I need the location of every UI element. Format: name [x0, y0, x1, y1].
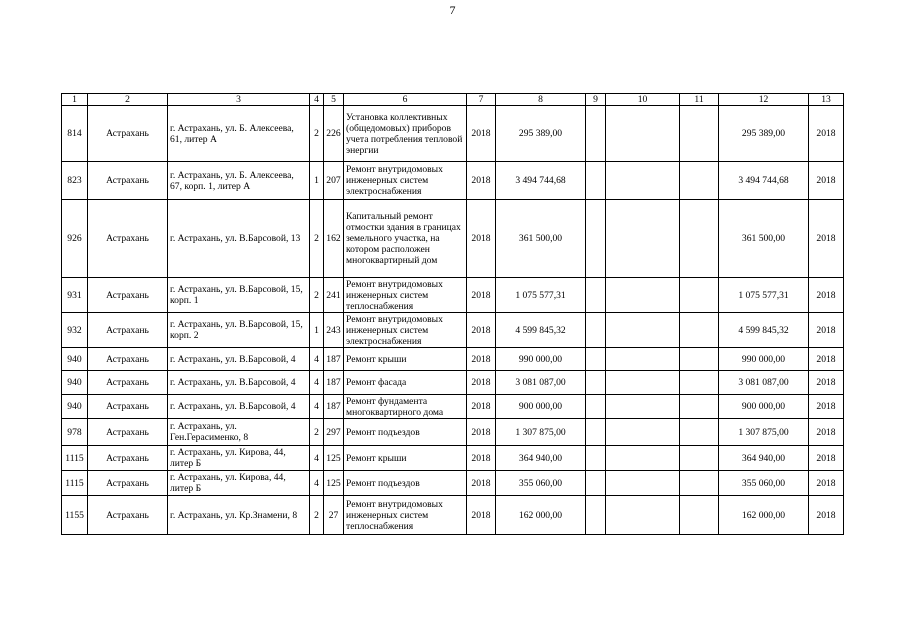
cell-work-type: Ремонт подъездов [344, 419, 467, 446]
cell-col-5: 125 [324, 471, 344, 496]
column-header: 13 [809, 94, 844, 106]
cell-object-number: 823 [62, 162, 88, 200]
cell-cost: 900 000,00 [496, 395, 586, 419]
cell-city: Астрахань [88, 419, 168, 446]
table-row [62, 278, 844, 313]
cell-col-4: 2 [310, 419, 324, 446]
cell-city: Астрахань [88, 106, 168, 162]
cell-address: г. Астрахань, ул. В.Барсовой, 4 [168, 395, 310, 419]
cell-col-5: 243 [324, 313, 344, 348]
cell-col-11 [680, 471, 719, 496]
cell-total-cost: 295 389,00 [719, 106, 809, 162]
cell-cost: 364 940,00 [496, 446, 586, 471]
cell-total-cost: 3 081 087,00 [719, 371, 809, 395]
cell-year-end: 2018 [809, 446, 844, 471]
cell-col-9 [586, 278, 606, 313]
cell-year-end: 2018 [809, 106, 844, 162]
cell-col-9 [586, 162, 606, 200]
cell-address: г. Астрахань, ул. Кирова, 44, литер Б [168, 446, 310, 471]
cell-col-9 [586, 419, 606, 446]
cell-cost: 355 060,00 [496, 471, 586, 496]
cell-work-type: Ремонт внутридомовых инженерных систем теплоснабжения [344, 496, 467, 535]
cell-year: 2018 [467, 106, 496, 162]
cell-year-end: 2018 [809, 162, 844, 200]
cell-col-9 [586, 371, 606, 395]
cell-object-number: 926 [62, 200, 88, 278]
cell-year: 2018 [467, 419, 496, 446]
cell-cost: 3 494 744,68 [496, 162, 586, 200]
cell-work-type: Ремонт крыши [344, 348, 467, 371]
cell-col-11 [680, 371, 719, 395]
table-row [62, 371, 844, 395]
cell-col-10 [606, 496, 680, 535]
cell-col-4: 2 [310, 106, 324, 162]
cell-cost: 990 000,00 [496, 348, 586, 371]
cell-total-cost: 162 000,00 [719, 496, 809, 535]
cell-col-4: 1 [310, 313, 324, 348]
table-row [62, 162, 844, 200]
cell-col-9 [586, 471, 606, 496]
cell-col-11 [680, 200, 719, 278]
cell-year: 2018 [467, 162, 496, 200]
cell-object-number: 940 [62, 371, 88, 395]
cell-object-number: 931 [62, 278, 88, 313]
cell-col-11 [680, 106, 719, 162]
cell-year-end: 2018 [809, 278, 844, 313]
column-header: 8 [496, 94, 586, 106]
cell-col-10 [606, 162, 680, 200]
cell-city: Астрахань [88, 395, 168, 419]
column-header: 11 [680, 94, 719, 106]
cell-city: Астрахань [88, 446, 168, 471]
cell-year-end: 2018 [809, 348, 844, 371]
cell-year: 2018 [467, 471, 496, 496]
cell-col-9 [586, 395, 606, 419]
cell-col-10 [606, 278, 680, 313]
cell-col-11 [680, 162, 719, 200]
cell-cost: 295 389,00 [496, 106, 586, 162]
cell-work-type: Ремонт внутридомовых инженерных систем электроснабжения [344, 313, 467, 348]
cell-year-end: 2018 [809, 471, 844, 496]
cell-city: Астрахань [88, 200, 168, 278]
cell-col-11 [680, 278, 719, 313]
cell-col-5: 162 [324, 200, 344, 278]
table-row [62, 496, 844, 535]
cell-object-number: 940 [62, 348, 88, 371]
cell-work-type: Ремонт крыши [344, 446, 467, 471]
column-header: 2 [88, 94, 168, 106]
cell-year: 2018 [467, 348, 496, 371]
cell-address: г. Астрахань, ул. В.Барсовой, 15, корп. 1 [168, 278, 310, 313]
column-header: 6 [344, 94, 467, 106]
cell-work-type: Ремонт внутридомовых инженерных систем электроснабжения [344, 162, 467, 200]
cell-total-cost: 364 940,00 [719, 446, 809, 471]
cell-col-11 [680, 419, 719, 446]
cell-year: 2018 [467, 496, 496, 535]
cell-work-type: Капитальный ремонт отмостки здания в границах земельного участка, на котором расположен многоквартирный дом [344, 200, 467, 278]
cell-object-number: 1115 [62, 471, 88, 496]
cell-city: Астрахань [88, 278, 168, 313]
column-header: 5 [324, 94, 344, 106]
table-row [62, 313, 844, 348]
cell-col-9 [586, 348, 606, 371]
table-body [62, 94, 844, 535]
cell-total-cost: 3 494 744,68 [719, 162, 809, 200]
cell-total-cost: 361 500,00 [719, 200, 809, 278]
cell-total-cost: 4 599 845,32 [719, 313, 809, 348]
cell-work-type: Ремонт внутридомовых инженерных систем теплоснабжения [344, 278, 467, 313]
cell-city: Астрахань [88, 471, 168, 496]
column-header: 9 [586, 94, 606, 106]
cell-col-4: 4 [310, 446, 324, 471]
cell-object-number: 1155 [62, 496, 88, 535]
column-header: 7 [467, 94, 496, 106]
cell-cost: 162 000,00 [496, 496, 586, 535]
cell-work-type: Ремонт подъездов [344, 471, 467, 496]
cell-object-number: 932 [62, 313, 88, 348]
cell-city: Астрахань [88, 371, 168, 395]
cell-col-9 [586, 106, 606, 162]
cell-year: 2018 [467, 395, 496, 419]
cell-total-cost: 1 307 875,00 [719, 419, 809, 446]
cell-address: г. Астрахань, ул. Б. Алексеева, 67, корп. 1, литер А [168, 162, 310, 200]
table-row [62, 446, 844, 471]
cell-col-9 [586, 446, 606, 471]
column-header: 3 [168, 94, 310, 106]
cell-address: г. Астрахань, ул. В.Барсовой, 4 [168, 348, 310, 371]
cell-col-4: 2 [310, 496, 324, 535]
cell-address: г. Астрахань, ул. В.Барсовой, 13 [168, 200, 310, 278]
cell-col-10 [606, 313, 680, 348]
cell-address: г. Астрахань, ул. В.Барсовой, 15, корп. 2 [168, 313, 310, 348]
cell-year: 2018 [467, 200, 496, 278]
cell-col-10 [606, 419, 680, 446]
cell-col-4: 4 [310, 348, 324, 371]
cell-col-10 [606, 471, 680, 496]
table-row [62, 471, 844, 496]
cell-address: г. Астрахань, ул. Ген.Герасименко, 8 [168, 419, 310, 446]
cell-col-11 [680, 446, 719, 471]
cell-city: Астрахань [88, 348, 168, 371]
cell-year: 2018 [467, 371, 496, 395]
cell-col-5: 27 [324, 496, 344, 535]
cell-cost: 361 500,00 [496, 200, 586, 278]
cell-col-10 [606, 348, 680, 371]
cell-object-number: 814 [62, 106, 88, 162]
cell-col-5: 207 [324, 162, 344, 200]
column-header: 4 [310, 94, 324, 106]
table-row [62, 348, 844, 371]
cell-work-type: Ремонт фасада [344, 371, 467, 395]
cell-col-5: 226 [324, 106, 344, 162]
cell-col-11 [680, 496, 719, 535]
cell-year-end: 2018 [809, 200, 844, 278]
column-header: 12 [719, 94, 809, 106]
cell-col-10 [606, 395, 680, 419]
cell-col-10 [606, 106, 680, 162]
cell-year-end: 2018 [809, 496, 844, 535]
cell-col-4: 4 [310, 471, 324, 496]
cell-object-number: 1115 [62, 446, 88, 471]
cell-col-9 [586, 496, 606, 535]
column-header: 10 [606, 94, 680, 106]
column-header: 1 [62, 94, 88, 106]
cell-col-5: 187 [324, 348, 344, 371]
cell-col-4: 1 [310, 162, 324, 200]
cell-address: г. Астрахань, ул. Б. Алексеева, 61, литер А [168, 106, 310, 162]
cell-col-9 [586, 313, 606, 348]
cell-col-5: 297 [324, 419, 344, 446]
repair-register-table [61, 93, 844, 535]
cell-cost: 1 307 875,00 [496, 419, 586, 446]
cell-year: 2018 [467, 313, 496, 348]
cell-city: Астрахань [88, 313, 168, 348]
cell-address: г. Астрахань, ул. В.Барсовой, 4 [168, 371, 310, 395]
page-number: 7 [449, 3, 456, 17]
cell-city: Астрахань [88, 496, 168, 535]
cell-col-10 [606, 446, 680, 471]
cell-col-11 [680, 348, 719, 371]
cell-total-cost: 1 075 577,31 [719, 278, 809, 313]
table-row [62, 200, 844, 278]
cell-object-number: 978 [62, 419, 88, 446]
table-row [62, 419, 844, 446]
cell-total-cost: 900 000,00 [719, 395, 809, 419]
cell-col-5: 187 [324, 371, 344, 395]
cell-col-5: 241 [324, 278, 344, 313]
column-number-row [62, 94, 844, 106]
cell-city: Астрахань [88, 162, 168, 200]
cell-work-type: Установка коллективных (общедомовых) приборов учета потребления тепловой энергии [344, 106, 467, 162]
table-row [62, 106, 844, 162]
cell-col-4: 2 [310, 278, 324, 313]
cell-work-type: Ремонт фундамента многоквартирного дома [344, 395, 467, 419]
cell-col-4: 4 [310, 395, 324, 419]
cell-object-number: 940 [62, 395, 88, 419]
cell-address: г. Астрахань, ул. Кирова, 44, литер Б [168, 471, 310, 496]
cell-total-cost: 355 060,00 [719, 471, 809, 496]
cell-year-end: 2018 [809, 371, 844, 395]
cell-cost: 4 599 845,32 [496, 313, 586, 348]
cell-cost: 1 075 577,31 [496, 278, 586, 313]
cell-col-4: 4 [310, 371, 324, 395]
cell-col-11 [680, 395, 719, 419]
cell-year: 2018 [467, 278, 496, 313]
cell-cost: 3 081 087,00 [496, 371, 586, 395]
cell-col-5: 187 [324, 395, 344, 419]
cell-year-end: 2018 [809, 419, 844, 446]
cell-col-10 [606, 371, 680, 395]
cell-col-11 [680, 313, 719, 348]
cell-address: г. Астрахань, ул. Кр.Знамени, 8 [168, 496, 310, 535]
cell-year: 2018 [467, 446, 496, 471]
cell-col-9 [586, 200, 606, 278]
table-row [62, 395, 844, 419]
cell-col-4: 2 [310, 200, 324, 278]
cell-col-10 [606, 200, 680, 278]
cell-col-5: 125 [324, 446, 344, 471]
cell-year-end: 2018 [809, 395, 844, 419]
cell-total-cost: 990 000,00 [719, 348, 809, 371]
cell-year-end: 2018 [809, 313, 844, 348]
